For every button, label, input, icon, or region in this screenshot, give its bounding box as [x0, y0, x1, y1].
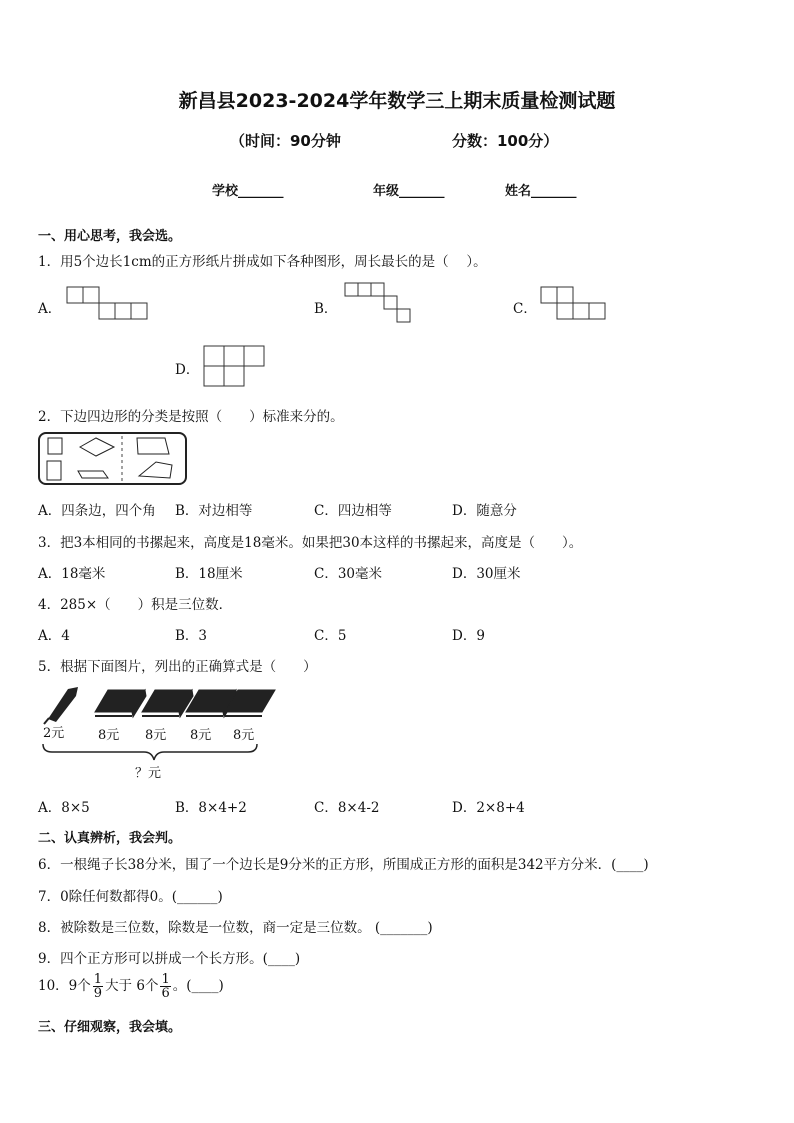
q2-option-b: B．对边相等 [175, 503, 253, 519]
q5-option-a: A．8×5 [38, 800, 90, 816]
q1-label-d: D． [175, 362, 200, 378]
q1-label-b: B． [314, 301, 338, 317]
question-6: 6．一根绳子长38分米，围了一个边长是9分米的正方形，所围成正方形的面积是342平方分米．(____) [38, 857, 649, 873]
fraction-numerator: 1 [161, 972, 170, 987]
section-3-title: 三、仔细观察，我会填。 [38, 1020, 182, 1035]
q3-option-d: D．30厘米 [452, 566, 521, 582]
fraction-one-ninth [93, 973, 103, 1000]
question-5: 5．根据下面图片，列出的正确算式是（ ） [38, 659, 317, 675]
q4-option-d: D．9 [452, 628, 485, 644]
exam-time: （时间：90分钟 [230, 132, 341, 150]
q1-figure-d [203, 345, 269, 389]
price-book-3: 8元 [190, 728, 212, 743]
q3-option-b: B．18厘米 [175, 566, 243, 582]
q1-figure-b [344, 282, 416, 326]
question-9: 9．四个正方形可以拼成一个长方形。(____) [38, 951, 301, 967]
q5-option-d: D．2×8+4 [452, 800, 525, 816]
total-price: ？元 [135, 766, 162, 781]
fraction-denominator: 9 [93, 986, 103, 1001]
question-8: 8．被除数是三位数，除数是一位数，商一定是三位数。 (_______) [38, 920, 433, 936]
q2-option-a: A．四条边，四个角 [38, 503, 156, 519]
q1-label-a: A． [38, 301, 62, 317]
q5-option-b: B．8×4+2 [175, 800, 247, 816]
pen-icon [44, 687, 78, 724]
price-book-1: 8元 [98, 728, 120, 743]
q10-text-c: 。(____) [172, 978, 224, 994]
q10-text-a: 10．9个 [38, 978, 91, 994]
q2-option-d: D．随意分 [452, 503, 517, 519]
q1-figure-a [66, 286, 150, 322]
price-book-2: 8元 [145, 728, 167, 743]
page-title: 新昌县2023-2024学年数学三上期末质量检测试题 [178, 90, 616, 112]
question-7: 7．0除任何数都得0。(______) [38, 889, 223, 905]
name-field: 姓名_______ [505, 184, 577, 199]
fraction-denominator: 6 [161, 986, 170, 1001]
question-3: 3．把3本相同的书摞起来，高度是18毫米。如果把30本这样的书摞起来，高度是（ ）。 [38, 535, 583, 551]
q5-option-c: C．8×4-2 [314, 800, 380, 816]
school-field: 学校_______ [212, 184, 284, 199]
question-1: 1．用5个边长1cm的正方形纸片拼成如下各种图形，周长最长的是（ ）。 [38, 254, 487, 270]
q3-option-a: A．18毫米 [38, 566, 106, 582]
q2-option-c: C．四边相等 [314, 503, 392, 519]
question-10 [38, 973, 224, 1000]
q4-option-c: C．5 [314, 628, 347, 644]
q1-label-c: C． [513, 301, 537, 317]
fraction-numerator: 1 [93, 972, 103, 987]
price-book-4: 8元 [233, 728, 255, 743]
price-pen: 2元 [43, 726, 65, 741]
exam-score: 分数：100分） [452, 132, 559, 150]
question-2: 2．下边四边形的分类是按照（ ）标准来分的。 [38, 409, 344, 425]
fraction-one-sixth [160, 973, 170, 1000]
q10-text-b: 大于 6个 [105, 978, 159, 994]
grade-field: 年级_______ [373, 184, 445, 199]
section-1-title: 一、用心思考，我会选。 [38, 229, 182, 244]
quadrilateral-classification-figure [38, 432, 188, 487]
q3-option-c: C．30毫米 [314, 566, 383, 582]
q4-option-a: A．4 [38, 628, 70, 644]
q1-figure-c [540, 286, 612, 324]
q4-option-b: B．3 [175, 628, 208, 644]
section-2-title: 二、认真辨析，我会判。 [38, 831, 182, 846]
question-4: 4．285×（ ）积是三位数． [38, 597, 233, 613]
